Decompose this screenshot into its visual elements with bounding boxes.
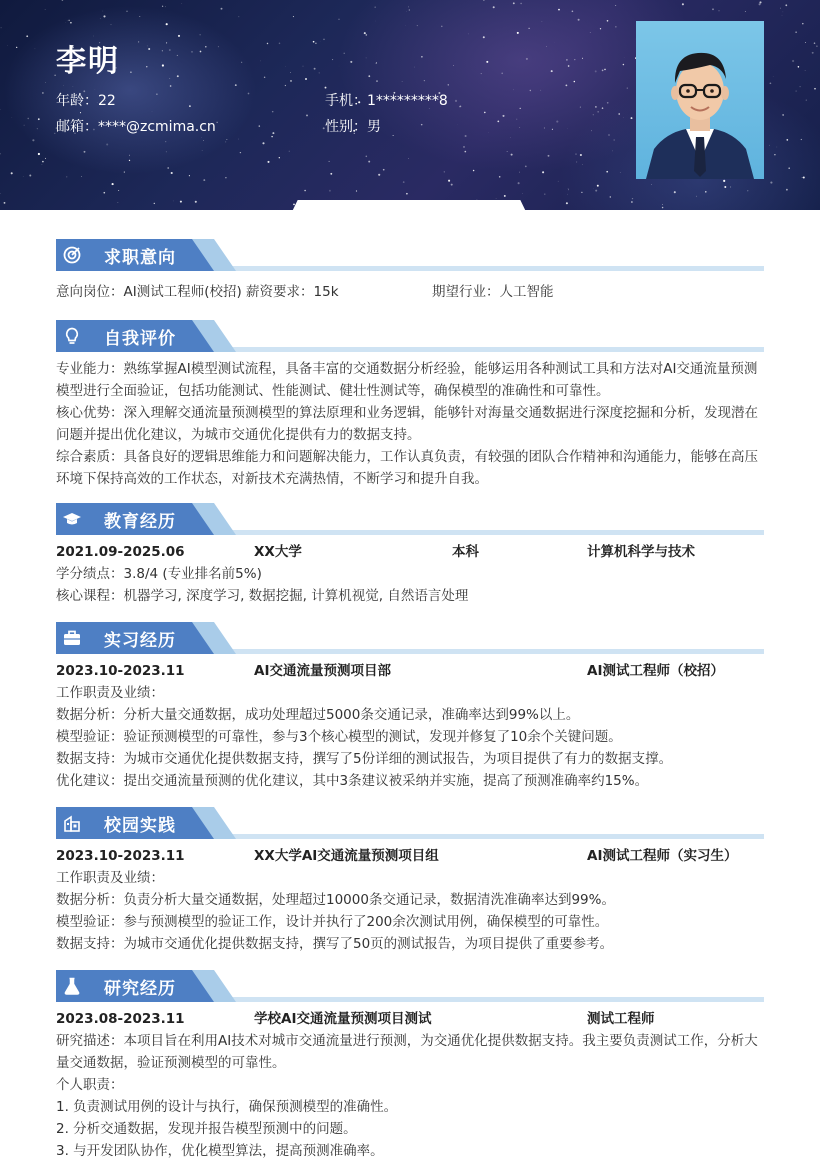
section-title: 研究经历 [104,979,176,999]
research-detail: 3. 与开发团队协作，优化模型算法，提高预测准确率。 [56,1143,384,1159]
phone-info: 手机：1*********8 [325,93,448,109]
campus-detail: 模型验证：参与预测模型的验证工作，设计并执行了200余次测试用例，确保模型的可靠性。 [56,914,609,930]
section-header [56,970,764,1002]
internship-detail: 模型验证：验证预测模型的可靠性，参与3个核心模型的测试，发现并修复了10余个关键问题。 [56,729,622,745]
research-detail: 研究描述：本项目旨在利用AI技术对城市交通流量进行预测，为交通优化提供数据支持。我主要负责测试工作，分析大量交通数据，验证预测模型的可靠性。 [56,1033,758,1071]
degree: 本科 [452,544,479,560]
section-education [56,503,764,607]
campus-date: 2023.10-2023.11 [56,848,185,864]
candidate-name: 李明 [56,44,120,79]
section-internship [56,622,764,792]
section-title: 校园实践 [104,816,176,836]
self-eval-paragraph: 核心优势：深入理解交通流量预测模型的算法原理和业务逻辑，能够针对海量交通数据进行深度挖掘和分析，发现潜在问题并提出优化建议，为城市交通优化提供有力的数据支持。 [56,405,758,443]
section-research [56,970,764,1160]
section-header [56,622,764,654]
resume-header [0,0,820,210]
section-header [56,239,764,271]
research-detail: 2. 分析交通数据，发现并报告模型预测中的问题。 [56,1121,357,1137]
internship-detail: 优化建议：提出交通流量预测的优化建议，其中3条建议被采纳并实施，提高了预测准确率约15%。 [56,773,649,789]
profile-photo [636,21,764,179]
section-self-evaluation [56,320,764,490]
research-summary-row [56,1008,764,1030]
campus-role: AI测试工程师（实习生） [587,848,738,864]
section-title: 自我评价 [104,329,176,349]
research-role: 测试工程师 [587,1011,655,1027]
lightbulb-icon [62,326,82,346]
campus-org: XX大学AI交通流量预测项目组 [254,848,439,864]
building-icon [62,813,82,833]
section-title: 求职意向 [104,248,176,268]
section-title: 实习经历 [104,631,176,651]
internship-detail: 数据分析：分析大量交通数据，成功处理超过5000条交通记录，准确率达到99%以上。 [56,707,580,723]
self-eval-paragraph: 综合素质：具备良好的逻辑思维能力和问题解决能力，工作认真负责，有较强的团队合作精神和沟通能力，能够在高压环境下保持高效的工作状态，对新技术充满热情，不断学习和提升自我。 [56,449,758,487]
research-date: 2023.08-2023.11 [56,1011,185,1027]
self-eval-paragraph: 专业能力：熟练掌握AI模型测试流程，具备丰富的交通数据分析经验，能够运用各种测试工具和方法对AI交通流量预测模型进行全面验证，包括功能测试、性能测试、健壮性测试等，确保模型的准确性和可靠性。 [56,361,758,399]
age-info: 年龄：22 [56,93,116,109]
internship-date: 2023.10-2023.11 [56,663,185,679]
school-name: XX大学 [254,544,302,560]
section-header [56,503,764,535]
campus-summary-row [56,845,764,867]
gender-info: 性别：男 [325,119,381,135]
internship-summary-row [56,660,764,682]
intent-position: 意向岗位：AI测试工程师(校招) 薪资要求：15k [56,284,339,300]
section-campus-practice [56,807,764,955]
education-detail: 核心课程：机器学习, 深度学习, 数据挖掘, 计算机视觉, 自然语言处理 [56,588,469,604]
section-job-intent [56,239,764,303]
graduation-cap-icon [62,509,82,529]
intent-industry: 期望行业：人工智能 [432,284,554,300]
internship-org: AI交通流量预测项目部 [254,663,391,679]
research-detail: 个人职责： [56,1077,124,1093]
internship-detail: 工作职责及业绩： [56,685,164,701]
briefcase-icon [62,628,82,648]
header-notch [288,200,530,220]
internship-detail: 数据支持：为城市交通优化提供数据支持，撰写了5份详细的测试报告，为项目提供了有力的数据支撑。 [56,751,673,767]
flask-icon [62,976,82,996]
education-detail: 学分绩点：3.8/4 (专业排名前5%) [56,566,262,582]
internship-role: AI测试工程师（校招） [587,663,724,679]
target-icon [62,245,82,265]
campus-detail: 数据分析：负责分析大量交通数据，处理超过10000条交通记录，数据清洗准确率达到99%。 [56,892,615,908]
campus-detail: 数据支持：为城市交通优化提供数据支持，撰写了50页的测试报告，为项目提供了重要参考。 [56,936,614,952]
research-org: 学校AI交通流量预测项目测试 [254,1011,432,1027]
education-summary-row [56,541,764,563]
major: 计算机科学与技术 [587,544,695,560]
education-date: 2021.09-2025.06 [56,544,185,560]
section-title: 教育经历 [104,512,176,532]
section-header [56,807,764,839]
email-info: 邮箱：****@zcmima.cn [56,119,216,135]
research-detail: 1. 负责测试用例的设计与执行，确保预测模型的准确性。 [56,1099,398,1115]
section-header [56,320,764,352]
campus-detail: 工作职责及业绩： [56,870,164,886]
